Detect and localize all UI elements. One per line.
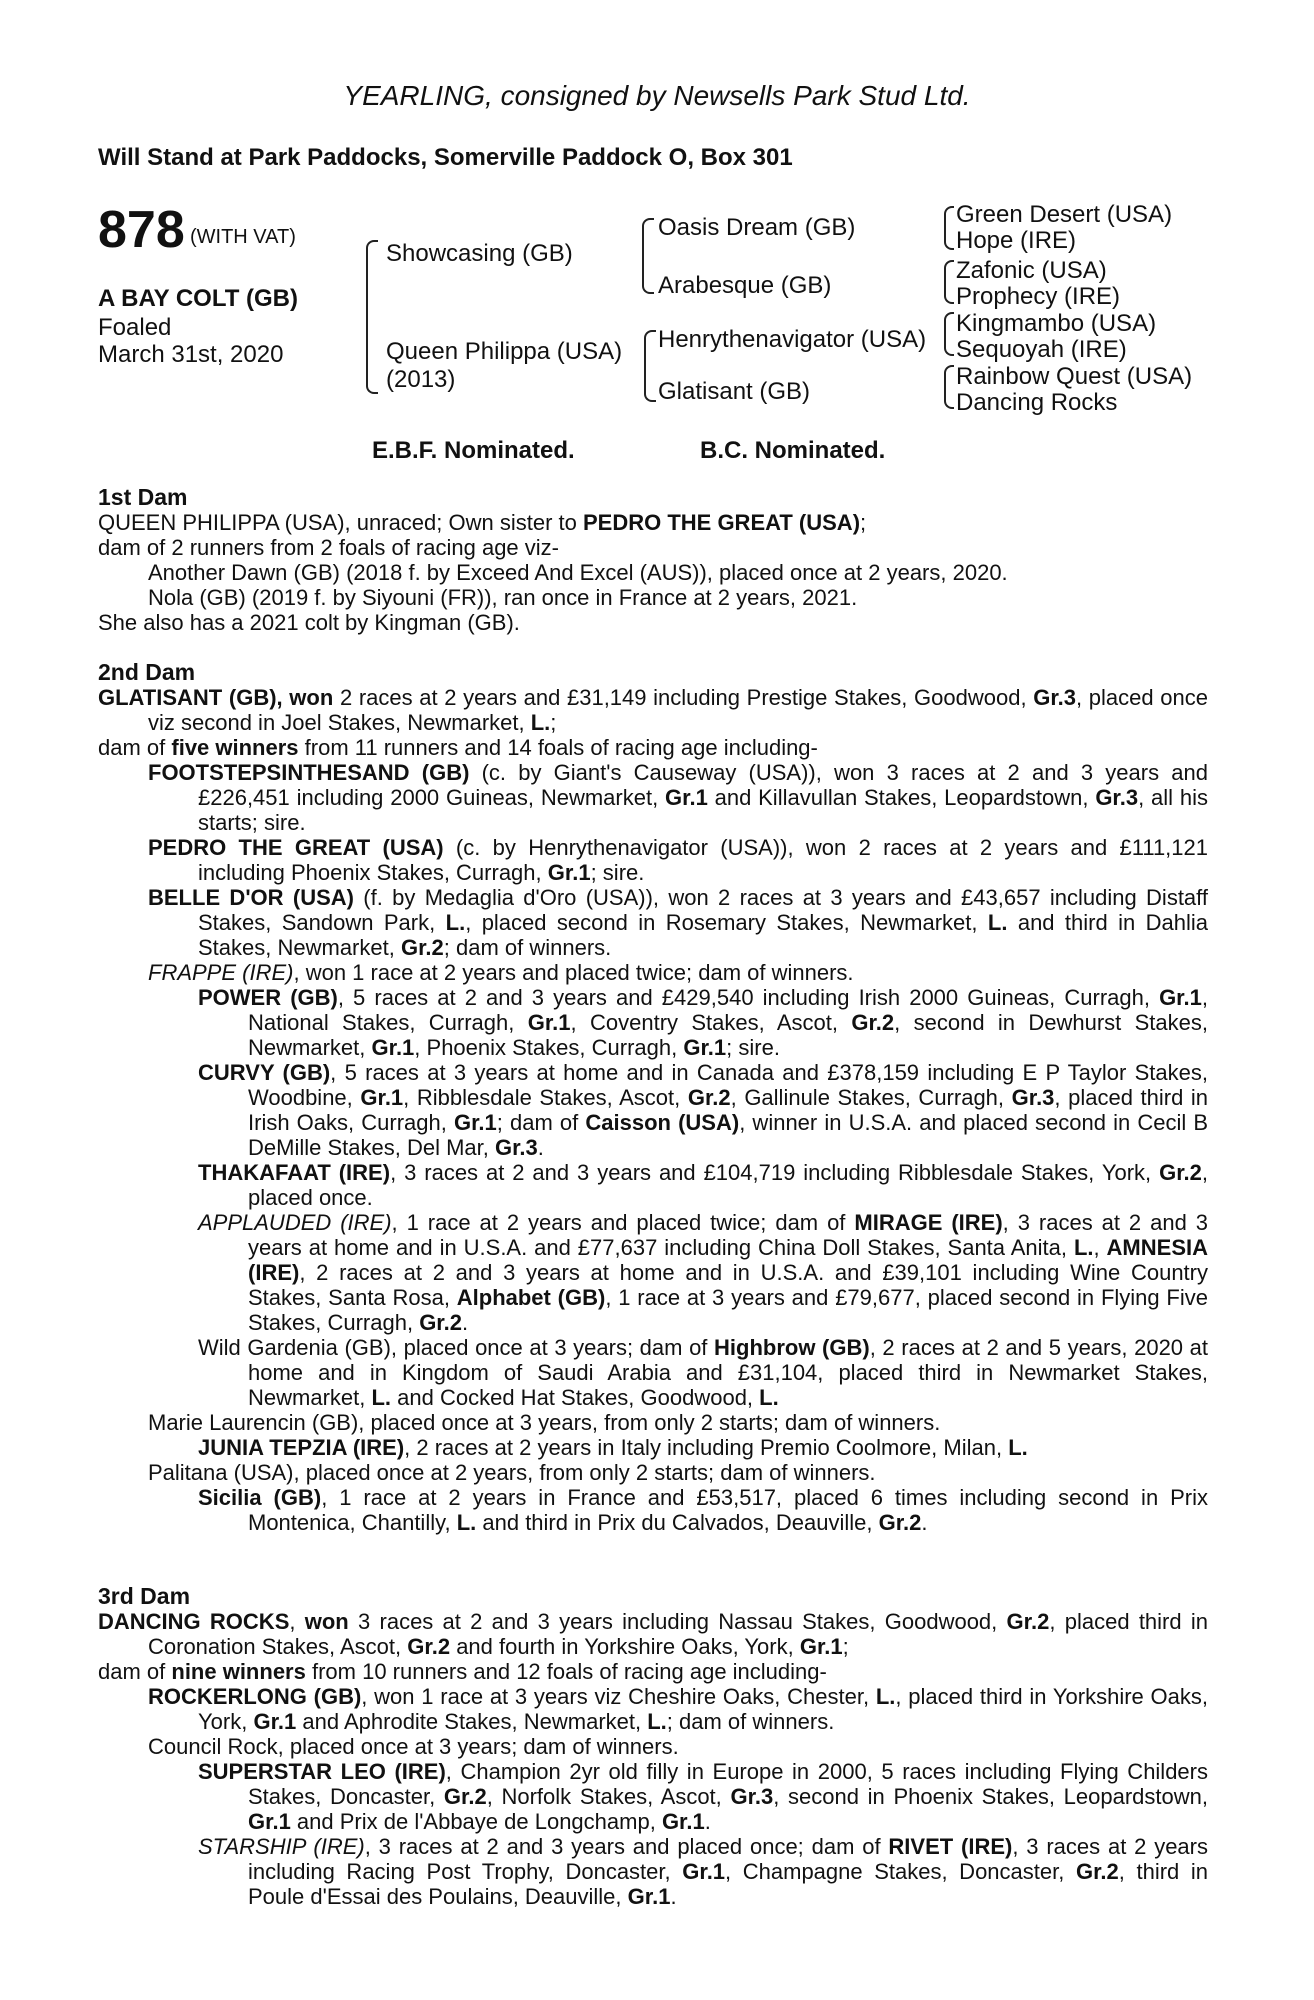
first-dam-line-4: Nola (GB) (2019 f. by Siyouni (FR)), ran once in France at 2 years, 2021.: [148, 585, 858, 610]
first-dam-section: [98, 485, 1208, 635]
grandparent-6: Sequoyah (IRE): [956, 336, 1127, 363]
second-dam-section: [98, 660, 1208, 1535]
palitana-entry: Palitana (USA), placed once at 2 years, from only 2 starts; dam of winners.: [148, 1460, 876, 1485]
third-dam-section: [98, 1584, 1208, 1909]
grandparent-8: Dancing Rocks: [956, 389, 1118, 416]
rockerlong-entry: ROCKERLONG (GB), won 1 race at 3 years viz Cheshire Oaks, Chester, L., placed third in Yorkshire Oaks, York, Gr.1 and Aphrodite Stakes, Newmarket, L.; dam of winners.: [148, 1684, 1208, 1734]
lot-description: A BAY COLT (GB): [98, 285, 299, 312]
first-dam-line-2: dam of 2 runners from 2 foals of racing age viz-: [98, 535, 559, 560]
second-dam-heading: 2nd Dam: [98, 659, 196, 685]
sire-dam: Arabesque (GB): [658, 272, 832, 299]
junia-tepzia-entry: JUNIA TEPZIA (IRE), 2 races at 2 years in Italy including Premio Coolmore, Milan, L.: [198, 1435, 1028, 1460]
pedigree-brace-g34: [944, 260, 954, 304]
pedigree-brace-g78: [944, 365, 954, 409]
first-dam-line-3: Another Dawn (GB) (2018 f. by Exceed And Excel (AUS)), placed once at 2 years, 2020.: [148, 560, 1008, 585]
frappe-entry: FRAPPE (IRE), won 1 race at 2 years and placed twice; dam of winners.: [148, 960, 854, 985]
dancing-rocks-entry: DANCING ROCKS, won 3 races at 2 and 3 years including Nassau Stakes, Goodwood, Gr.2, placed third in Coronation Stakes, Ascot, Gr.2 and fourth in Yorkshire Oaks, York, Gr.1;: [98, 1609, 1208, 1659]
grandparent-2: Hope (IRE): [956, 227, 1077, 254]
grandparent-7: Rainbow Quest (USA): [956, 363, 1193, 390]
dam: Queen Philippa (USA): [386, 338, 623, 365]
foaled-date: March 31st, 2020: [98, 341, 284, 368]
superstar-leo-entry: SUPERSTAR LEO (IRE), Champion 2yr old filly in Europe in 2000, 5 races including Flying Childers Stakes, Doncaster, Gr.2, Norfolk Stakes, Ascot, Gr.3, second in Phoenix Stakes, Leopardstown, Gr.1 and Prix de l'Abbaye de Longchamp, Gr.1.: [198, 1759, 1208, 1834]
sire-sire: Oasis Dream (GB): [658, 214, 856, 241]
grandparent-1: Green Desert (USA): [956, 201, 1173, 228]
pedigree-brace-g56: [944, 312, 954, 356]
marie-laurencin-entry: Marie Laurencin (GB), placed once at 3 years, from only 2 starts; dam of winners.: [148, 1410, 941, 1435]
pedigree-brace-dam: [644, 330, 656, 402]
consignment-title: YEARLING, consigned by Newsells Park Stud Ltd.: [343, 80, 971, 111]
foaled-label: Foaled: [98, 314, 172, 341]
dam-year: (2013): [386, 366, 456, 393]
sicilia-entry: Sicilia (GB), 1 race at 2 years in France and £53,517, placed 6 times including second in Prix Montenica, Chantilly, L. and third in Prix du Calvados, Deauville, Gr.2.: [198, 1485, 1208, 1535]
grandparent-5: Kingmambo (USA): [956, 310, 1157, 337]
sire: Showcasing (GB): [386, 240, 573, 267]
thakafaat-entry: THAKAFAAT (IRE), 3 races at 2 and 3 years and £104,719 including Ribblesdale Stakes, York, Gr.2, placed once.: [198, 1160, 1209, 1210]
pedro-the-great-entry: PEDRO THE GREAT (USA) (c. by Henrythenavigator (USA)), won 2 races at 2 years and £111,121 including Phoenix Stakes, Curragh, Gr.1; sire.: [148, 835, 1209, 885]
third-dam-heading: 3rd Dam: [98, 1583, 191, 1609]
stand-location: Will Stand at Park Paddocks, Somerville Paddock O, Box 301: [98, 144, 793, 171]
belle-dor-entry: BELLE D'OR (USA) (f. by Medaglia d'Oro (USA)), won 2 races at 3 years and £43,657 including Distaff Stakes, Sandown Park, L., placed second in Rosemary Stakes, Newmarket, L. and third in Dahlia Stakes, Newmarket, Gr.2; dam of winners.: [148, 885, 1209, 960]
dam-sire: Henrythenavigator (USA): [658, 326, 927, 353]
third-dam-summary: dam of nine winners from 10 runners and 12 foals of racing age including-: [98, 1659, 827, 1684]
bc-nomination: B.C. Nominated.: [700, 437, 886, 464]
footstepsinthesand-entry: FOOTSTEPSINTHESAND (GB) (c. by Giant's Causeway (USA)), won 3 races at 2 and 3 years and £226,451 including 2000 Guineas, Newmarket, Gr.1 and Killavullan Stakes, Leopardstown, Gr.3, all his starts; sire.: [148, 760, 1208, 835]
first-dam-line-5: She also has a 2021 colt by Kingman (GB).: [98, 610, 520, 635]
pedigree-brace-g12: [944, 206, 954, 250]
applauded-entry: APPLAUDED (IRE), 1 race at 2 years and placed twice; dam of MIRAGE (IRE), 3 races at 2 and 3 years at home and in U.S.A. and £77,637 including China Doll Stakes, Santa Anita, L., AMNESIA (IRE), 2 races at 2 and 3 years at home and in U.S.A. and £39,101 including Wine Country Stakes, Santa Rosa, Alphabet (GB), 1 race at 3 years and £79,677, placed second in Flying Five Stakes, Curragh, Gr.2.: [198, 1210, 1208, 1335]
pedigree-brace-main: [366, 240, 378, 394]
first-dam-line-1: QUEEN PHILIPPA (USA), unraced; Own sister to PEDRO THE GREAT (USA);: [98, 510, 867, 535]
starship-entry: STARSHIP (IRE), 3 races at 2 and 3 years and placed once; dam of RIVET (IRE), 3 races at 2 years including Racing Post Trophy, Doncaster, Gr.1, Champagne Stakes, Doncaster, Gr.2, third in Poule d'Essai des Poulains, Deauville, Gr.1.: [198, 1834, 1208, 1909]
glatisant-entry: GLATISANT (GB), won 2 races at 2 years and £31,149 including Prestige Stakes, Goodwood, Gr.3, placed once viz second in Joel Stakes, Newmarket, L.;: [98, 685, 1208, 735]
pedigree-brace-sire: [642, 218, 654, 294]
power-entry: POWER (GB), 5 races at 2 and 3 years and £429,540 including Irish 2000 Guineas, Curragh, Gr.1, National Stakes, Curragh, Gr.1, Coventry Stakes, Ascot, Gr.2, second in Dewhurst Stakes, Newmarket, Gr.1, Phoenix Stakes, Curragh, Gr.1; sire.: [198, 985, 1208, 1060]
grandparent-3: Zafonic (USA): [956, 257, 1107, 284]
first-dam-heading: 1st Dam: [98, 484, 188, 510]
second-dam-summary: dam of five winners from 11 runners and 14 foals of racing age including-: [98, 735, 818, 760]
vat-note: (WITH VAT): [190, 226, 296, 248]
council-rock-entry: Council Rock, placed once at 3 years; dam of winners.: [148, 1734, 679, 1759]
dam-dam: Glatisant (GB): [658, 378, 811, 405]
ebf-nomination: E.B.F. Nominated.: [372, 437, 575, 464]
lot-number: 878: [98, 201, 185, 259]
grandparent-4: Prophecy (IRE): [956, 283, 1121, 310]
curvy-entry: CURVY (GB), 5 races at 3 years at home and in Canada and £378,159 including E P Taylor Stakes, Woodbine, Gr.1, Ribblesdale Stakes, Ascot, Gr.2, Gallinule Stakes, Curragh, Gr.3, placed third in Irish Oaks, Curragh, Gr.1; dam of Caisson (USA), winner in U.S.A. and placed second in Cecil B DeMille Stakes, Del Mar, Gr.3.: [198, 1060, 1209, 1160]
wild-gardenia-entry: Wild Gardenia (GB), placed once at 3 years; dam of Highbrow (GB), 2 races at 2 and 5 years, 2020 at home and in Kingdom of Saudi Arabia and £31,104, placed third in Newmarket Stakes, Newmarket, L. and Cocked Hat Stakes, Goodwood, L.: [198, 1335, 1208, 1410]
